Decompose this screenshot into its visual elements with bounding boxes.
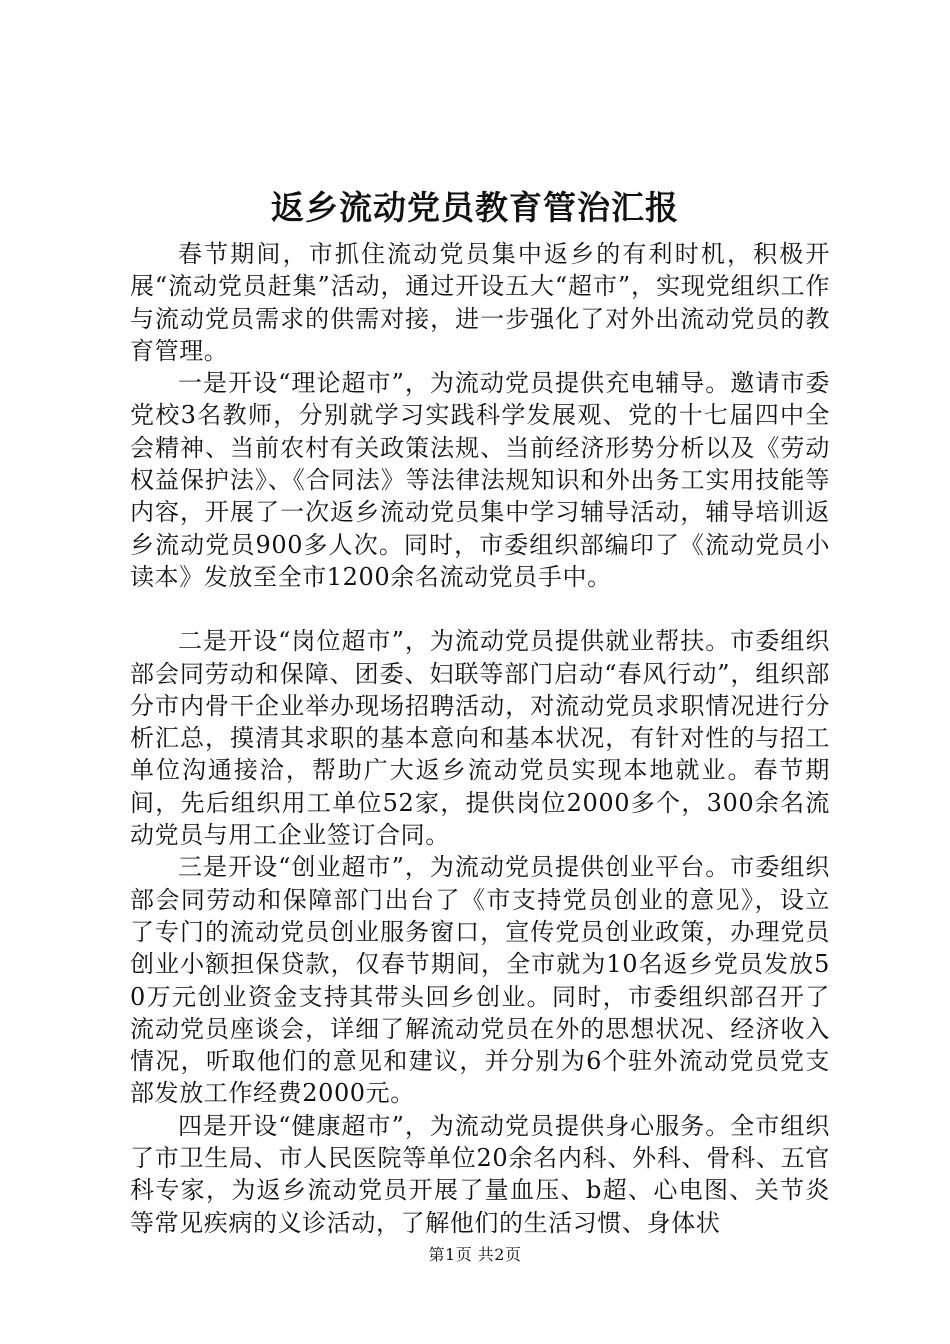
health-supermarket-paragraph: 四是开设“健康超市”，为流动党员提供身心服务。全市组织了市卫生局、市人民医院等单位20余名内科、外科、骨科、五官科专家，为返乡流动党员开展了量血压、b超、心电图、关节炎等常见疾病的义诊活动，了解他们的生活习惯、身体状 xyxy=(130,1111,830,1237)
job-supermarket-paragraph: 二是开设“岗位超市”，为流动党员提供就业帮扶。市委组织部会同劳动和保障、团委、妇联等部门启动“春风行动”，组织部分市内骨干企业举办现场招聘活动，对流动党员求职情况进行分析汇总，摸清其求职的基本意向和基本状况，有针对性的与招工单位沟通接洽，帮助广大返乡流动党员实现本地就业。春节期间，先后组织用工单位52家，提供岗位2000多个，300余名流动党员与用工企业签订合同。 xyxy=(130,627,830,850)
page-number-footer: 第1页 共2页 xyxy=(428,1245,522,1264)
intro-paragraph: 春节期间，市抓住流动党员集中返乡的有利时机，积极开展“流动党员赶集”活动，通过开设五大“超市”，实现党组织工作与流动党员需求的供需对接，进一步强化了对外出流动党员的教育管理。 xyxy=(130,240,830,365)
theory-supermarket-paragraph: 一是开设“理论超市”，为流动党员提供充电辅导。邀请市委党校3名教师，分别就学习实践科学发展观、党的十七届四中全会精神、当前农村有关政策法规、当前经济形势分析以及《劳动权益保护法》、《合同法》等法律法规知识和外出务工实用技能等内容，开展了一次返乡流动党员集中学习辅导活动，辅导培训返乡流动党员900多人次。同时，市委组织部编印了《流动党员小读本》发放至全市1200余名流动党员手中。 xyxy=(130,369,830,591)
document-body xyxy=(130,238,830,1239)
startup-supermarket-paragraph: 三是开设“创业超市”，为流动党员提供创业平台。市委组织部会同劳动和保障部门出台了《市支持党员创业的意见》，设立了专门的流动党员创业服务窗口，宣传党员创业政策，办理党员创业小额担保贷款，仅春节期间，全市就为10名返乡党员发放50万元创业资金支持其带头回乡创业。同时，市委组织部召开了流动党员座谈会，详细了解流动党员在外的思想状况、经济收入情况，听取他们的意见和建议，并分别为6个驻外流动党员党支部发放工作经费2000元。 xyxy=(130,853,830,1108)
document-title: 返乡流动党员教育管治汇报 xyxy=(271,188,679,227)
